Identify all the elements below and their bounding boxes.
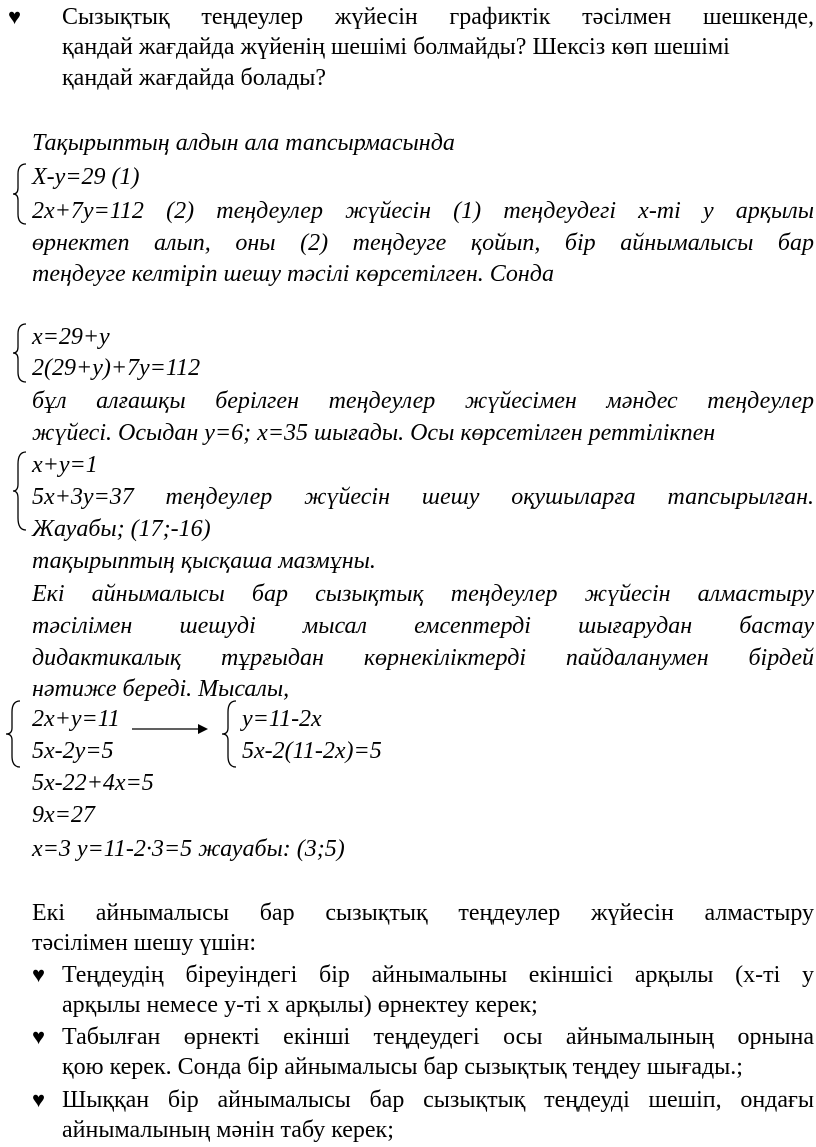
bullet-heart-icon: ♥ — [32, 962, 46, 987]
system1-eq1: Х-у=29 (1) — [32, 164, 140, 190]
bullet-heart-icon: ♥ — [8, 4, 22, 29]
section1-text-line-1: өрнектеп алып, оны (2) теңдеуге қойып, бір айнымалысы бар — [32, 230, 814, 256]
system1-eq2: 2х+7у=112 (2) теңдеулер жүйесін (1) теңдеудегі х-ті у арқылы — [32, 198, 814, 224]
bullet-heart-icon: ♥ — [32, 1024, 46, 1049]
section2-bullet3-line-2: айнымалының мәнін табу керек; — [62, 1117, 394, 1143]
summary-line-1: Екі айнымалысы бар сызықтық теңдеулер жүйесін алмастыру — [32, 581, 814, 607]
system1-brace — [12, 162, 32, 226]
intro-line-1: Сызықтық теңдеулер жүйесін графиктік тәсілмен шешкенде, — [62, 4, 814, 30]
system3-brace — [12, 450, 32, 532]
summary-line-3: дидактикалық тұрғыдан көрнекіліктерді пайдаланумен бірдей — [32, 645, 814, 671]
section2-intro-line-1: Екі айнымалысы бар сызықтық теңдеулер жүйесін алмастыру — [32, 900, 814, 926]
summary-line-4: нәтиже береді. Мысалы, — [32, 676, 290, 702]
section1-text-line-2: теңдеуге келтіріп шешу тәсілі көрсетілген. Сонда — [32, 261, 554, 287]
system2-eq2: 2(29+у)+7у=112 — [32, 355, 201, 381]
answer-line: Жауабы; (17;-16) — [32, 516, 211, 542]
section1-text2-line-1: бұл алғашқы берілген теңдеулер жүйесімен мәндес теңдеулер — [32, 388, 814, 414]
section2-bullet1-line-1: Теңдеудің біреуіндегі бір айнымалыны екіншісі арқылы (х-ті у — [62, 962, 814, 988]
section2-bullet3-line-1: Шыққан бір айнымалысы бар сызықтық теңдеуді шешіп, ондағы — [62, 1087, 814, 1113]
system2-brace — [12, 322, 32, 384]
system3-eq2: 5х+3у=37 теңдеулер жүйесін шешу оқушыларға тапсырылған. — [32, 484, 814, 510]
example-left-eq2: 5х-2у=5 — [32, 738, 114, 764]
section2-bullet2-line-2: қою керек. Сонда бір айнымалысы бар сызықтық теңдеу шығады.; — [62, 1054, 743, 1080]
summary-line-2: тәсілімен шешуді мысал емсептерді шығарудан бастау — [32, 613, 814, 639]
section2-bullet1-line-2: арқылы немесе у-ті х арқылы) өрнектеу керек; — [62, 992, 538, 1018]
example-right-eq2: 5х-2(11-2х)=5 — [242, 738, 382, 764]
example-step-2: 9х=27 — [32, 802, 95, 828]
arrow-right-icon — [130, 722, 210, 736]
intro-line-3: қандай жағдайда болады? — [62, 65, 327, 91]
section-heading: Тақырыптың алдын ала тапсырмасында — [32, 130, 455, 156]
system2-eq1: х=29+у — [32, 324, 110, 350]
example-right-eq1: у=11-2х — [242, 706, 322, 732]
example-right-brace — [220, 699, 242, 769]
section2-intro-line-2: тәсілімен шешу үшін: — [32, 930, 257, 956]
section1-text2-line-2: жүйесі. Осыдан у=6; х=35 шығады. Осы көрсетілген реттілікпен — [32, 420, 716, 446]
example-step-1: 5х-22+4х=5 — [32, 770, 154, 796]
intro-line-2: қандай жағдайда жүйенің шешімі болмайды? Шексіз көп шешімі — [62, 34, 730, 60]
summary-label: тақырыптың қысқаша мазмұны. — [32, 548, 376, 574]
example-left-brace — [4, 699, 26, 769]
bullet-heart-icon: ♥ — [32, 1087, 46, 1112]
section2-bullet2-line-1: Табылған өрнекті екінші теңдеудегі осы айнымалының орнына — [62, 1024, 814, 1050]
example-left-eq1: 2х+у=11 — [32, 706, 120, 732]
system3-eq1: х+у=1 — [32, 452, 98, 478]
example-step-3: х=3 у=11-2·3=5 жауабы: (3;5) — [32, 836, 345, 862]
